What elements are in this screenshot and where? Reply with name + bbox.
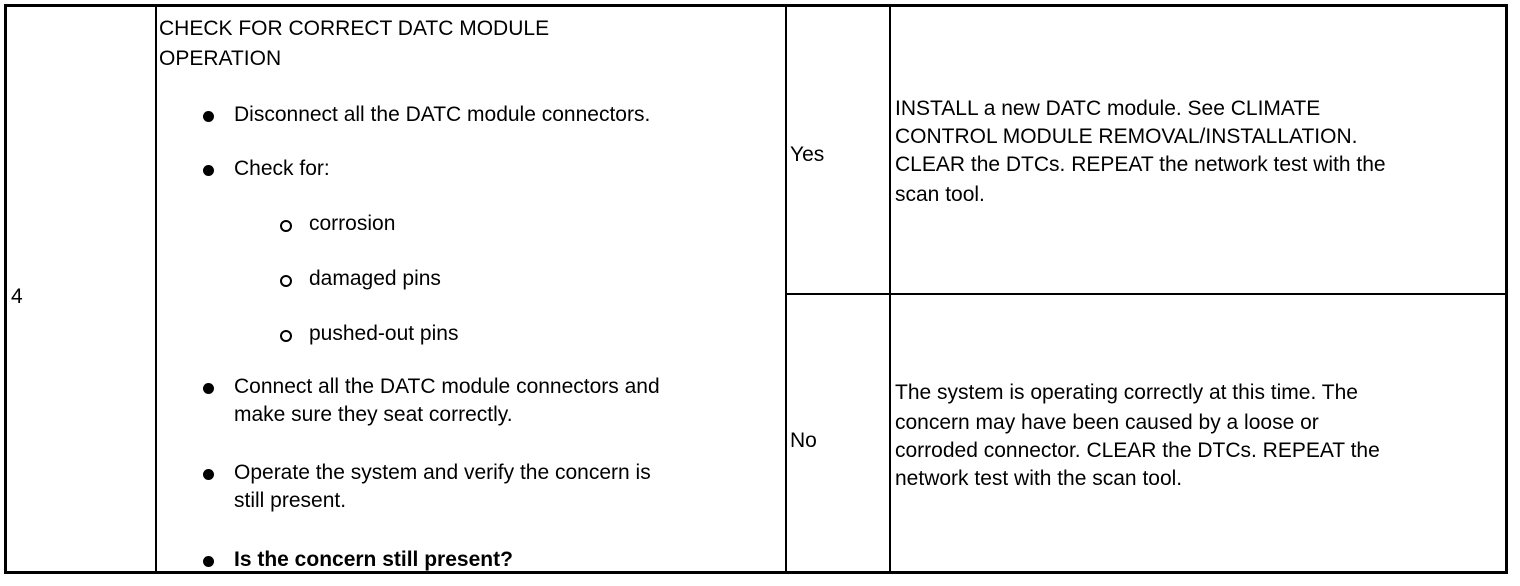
column-divider (785, 7, 787, 571)
column-divider (889, 7, 891, 571)
yes-action-line-3: CLEAR the DTCs. REPEAT the network test with the (895, 153, 1386, 176)
yes-action-line-4: scan tool. (895, 183, 985, 206)
check-item-damaged-pins: damaged pins (309, 267, 441, 290)
circle-bullet-icon (280, 330, 292, 342)
action-disconnect: Disconnect all the DATC module connectors. (234, 103, 651, 126)
step-number: 4 (11, 285, 23, 308)
step-title-line-2: OPERATION (159, 47, 282, 70)
diagnostic-table (4, 4, 1508, 574)
no-action-line-3: corroded connector. CLEAR the DTCs. REPEAT the (895, 439, 1380, 462)
bullet-icon (203, 556, 214, 567)
answer-yes: Yes (790, 143, 825, 166)
bullet-icon (203, 165, 214, 176)
yes-action-line-2: CONTROL MODULE REMOVAL/INSTALLATION. (895, 125, 1358, 148)
check-item-pushed-out-pins: pushed-out pins (309, 322, 459, 345)
column-divider (155, 7, 157, 571)
action-operate-line-1: Operate the system and verify the concern is (234, 461, 651, 484)
row-divider (785, 293, 1505, 295)
no-action-line-1: The system is operating correctly at this time. The (895, 381, 1358, 404)
check-item-corrosion: corrosion (309, 212, 396, 235)
action-connect-line-2: make sure they seat correctly. (234, 403, 513, 426)
bullet-icon (203, 383, 214, 394)
step-title-line-1: CHECK FOR CORRECT DATC MODULE (159, 17, 550, 40)
no-action-line-4: network test with the scan tool. (895, 467, 1183, 490)
bullet-icon (203, 469, 214, 480)
action-check-for: Check for: (234, 157, 330, 180)
bullet-icon (203, 111, 214, 122)
circle-bullet-icon (280, 275, 292, 287)
action-connect-line-1: Connect all the DATC module connectors and (234, 375, 660, 398)
question-concern-present: Is the concern still present? (234, 548, 513, 571)
answer-no: No (790, 429, 817, 452)
no-action-line-2: concern may have been caused by a loose or (895, 411, 1319, 434)
circle-bullet-icon (280, 220, 292, 232)
yes-action-line-1: INSTALL a new DATC module. See CLIMATE (895, 97, 1321, 120)
action-operate-line-2: still present. (234, 489, 347, 512)
